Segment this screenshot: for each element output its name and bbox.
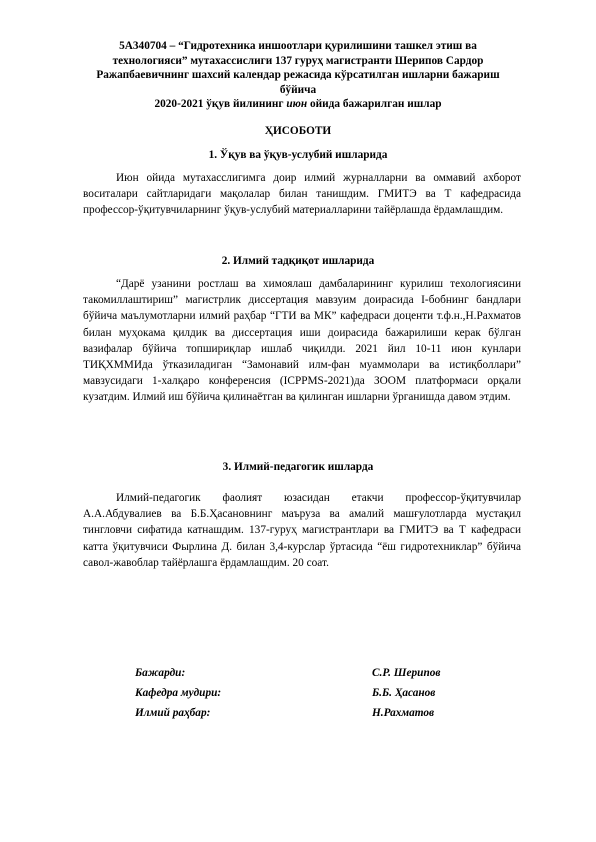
signature-name-head: Б.Б. Ҳасанов — [372, 687, 436, 699]
signature-name-supervisor: Н.Рахматов — [372, 707, 435, 719]
section-2-text — [83, 276, 521, 406]
header-month: июн — [286, 98, 308, 111]
section-1-text — [83, 170, 521, 219]
section-3-text — [83, 490, 521, 571]
document-header — [70, 39, 526, 112]
signature-name-performed: С.Р. Шерипов — [372, 667, 441, 679]
section-2-paragraph: “Дарё узанини ростлаш ва химоялаш дамбаларининг курилиш техологиясини такомиллаштириш” магистрлик диссертация мавзуим доирасида I-бобнинг бандлари бўйича маълумотларни илмий раҳбар “ГТИ ва МК” кафедраси доценти т.ф.н.,Н.Рахматов билан муҳокама қилдик ва диссертация иши доирасида бажарилиши керак бўлган вазифалар бўйича топшириқлар ишлаб чиқилди. 2021 йил 10-11 июн кунлари ТИҚХММИда ўтказиладиган “Замонавий илм-фан муаммолари ва истиқболлари” мавзусидаги 1-халқаро конференсия (ICPPMS-2021)да ЗООМ платформаси орқали кузатдим. Илмий иш бўйича қилинаётган ва қилинган ишларни ўрганишда давом этдим. — [83, 278, 521, 404]
header-line-5 — [70, 97, 526, 112]
header-line-2: технологияси” мутахассислиги 137 гуруҳ магистранти Шерипов Сардор — [112, 54, 484, 67]
header-year: 2020-2021 ўқув йилининг — [154, 98, 287, 111]
header-line-4: бўйича — [279, 83, 317, 96]
signature-label-performed: Бажарди: — [135, 667, 186, 679]
report-title: ҲИСОБОТИ — [264, 125, 332, 137]
section-1-heading: 1. Ўқув ва ўқув-услубий ишларида — [208, 149, 388, 161]
section-2-heading: 2. Илмий тадқиқот ишларида — [221, 255, 375, 267]
header-line-3: Ражапбаевичнинг шахсий календар режасида кўрсатилган ишларни бажариш — [96, 69, 500, 82]
section-3-heading: 3. Илмий-педагогик ишларда — [222, 461, 374, 473]
signature-label-supervisor: Илмий раҳбар: — [135, 707, 211, 719]
header-suffix: ойида бажарилган ишлар — [307, 98, 442, 111]
section-3-paragraph: Илмий-педагогик фаолият юзасидан етакчи профессор-ўқитувчилар А.А.Абдувалиев ва Б.Б.Ҳасановнинг маъруза ва амалий машғулотларда мустақил тингловчи сифатида катнашдим. 137-гуруҳ магистрантлари ва ГМИТЭ ва Т кафедраси катта ўқитувчиси Фырлина Д. билан 3,4-курслар ўртасида “ёш гидротехниклар” бўйича савол-жавоблар тайёрлашга ёрдамлашдим. 20 соат. — [83, 492, 521, 569]
header-line-1: 5А340704 – “Гидротехника иншоотлари қурилишини ташкел этиш ва — [119, 40, 477, 52]
section-1-paragraph: Июн ойида мутахасслигимга доир илмий журналларни ва оммавий ахборот воситалари сайтларидаги мақолалар билан танишдим. ГМИТЭ ва Т кафедрасида профессор-ўқитувчиларнинг ўқув-услубий материалларини тайёрлашда ёрдамлашдим. — [83, 172, 521, 217]
signature-label-head: Кафедра мудири: — [135, 687, 222, 699]
